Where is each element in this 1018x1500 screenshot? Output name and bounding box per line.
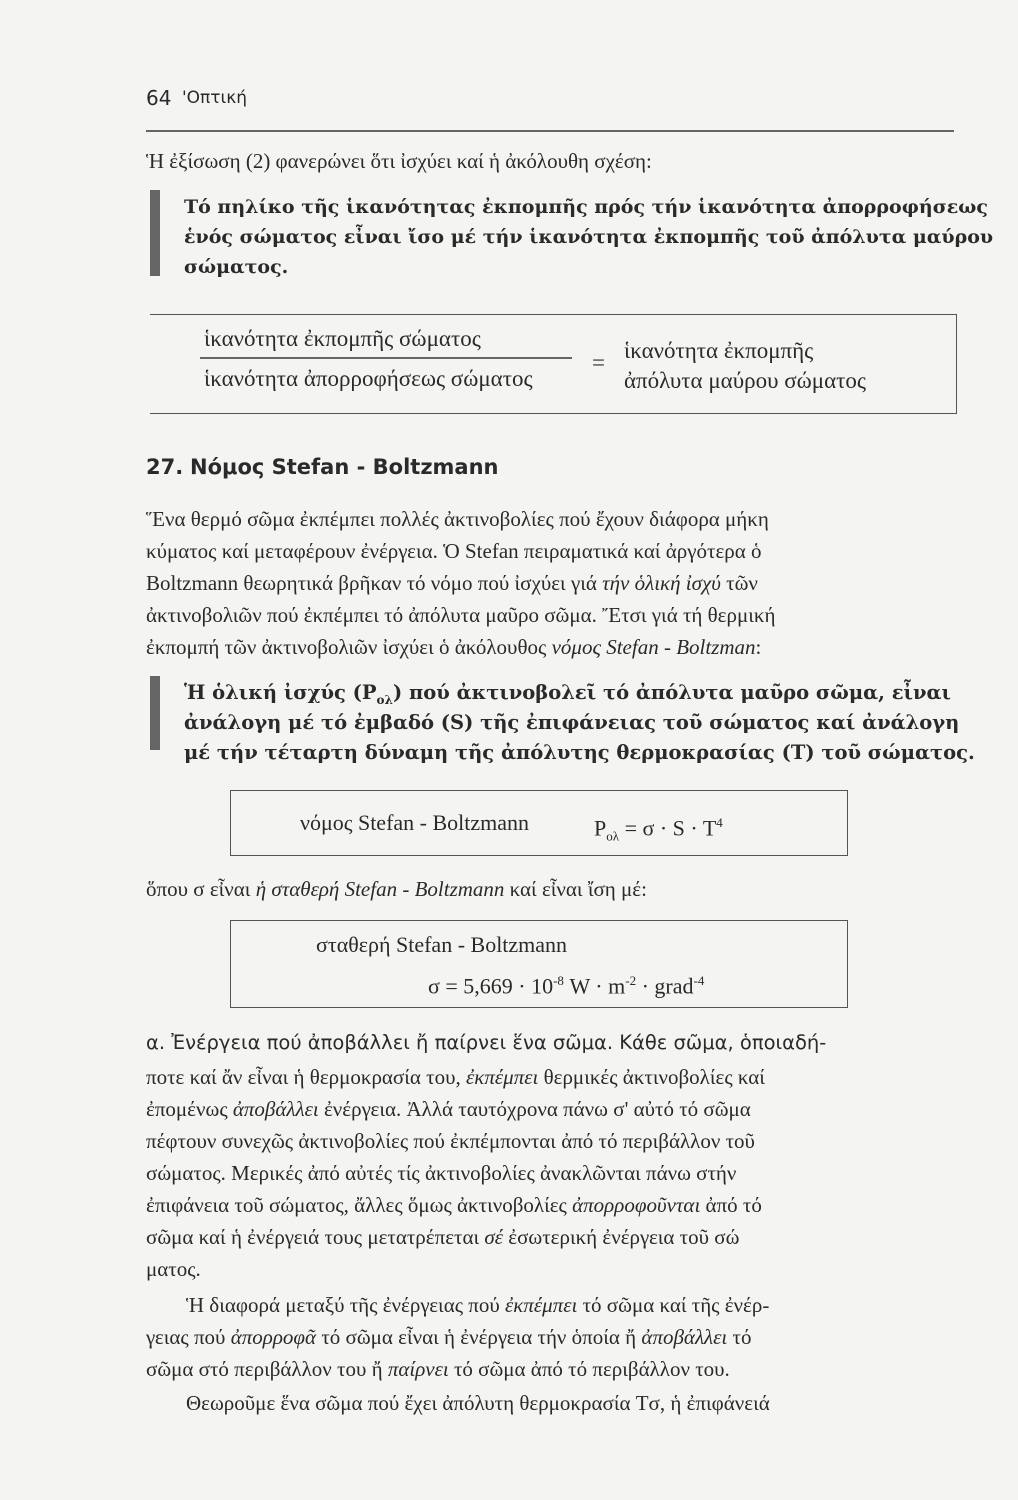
paragraph-line bbox=[146, 1094, 751, 1124]
subscript: ολ bbox=[606, 828, 620, 844]
text-run: ἐκπομπή τῶν ἀκτινοβολιῶν ἰσχύει ὁ ἀκόλουθος bbox=[146, 635, 547, 659]
paragraph-line: πέφτουν συνεχῶς ἀκτινοβολίες πού ἐκπέμπονται ἀπό τό περιβάλλον τοῦ bbox=[146, 1129, 755, 1153]
text-run: : bbox=[755, 635, 762, 659]
emphasis-text: παίρνει bbox=[387, 1357, 449, 1381]
text-run: ) πού ἀκτινοβολεῖ τό ἀπόλυτα μαῦρο σῶμα, εἶναι bbox=[392, 681, 951, 704]
emphasis-text: ἡ σταθερή Stefan - Boltzmann bbox=[255, 877, 505, 901]
rule-text: ἀνάλογη μέ τό ἐμβαδό (S) τῆς ἐπιφάνειας τοῦ σώματος καί ἀνάλογη bbox=[184, 711, 960, 734]
section-title: Νόμος Stefan - Boltzmann bbox=[190, 455, 499, 479]
text-run: γειας πού bbox=[146, 1325, 226, 1349]
rule-marker bbox=[150, 676, 160, 750]
text-run: ὅπου σ εἶναι bbox=[146, 877, 251, 901]
text-run: W · m bbox=[563, 973, 626, 999]
paragraph-line: Ἕνα θερμό σῶμα ἐκπέμπει πολλές ἀκτινοβολίες πού ἔχουν διάφορα μήκη bbox=[146, 507, 769, 531]
page-number: 64 bbox=[146, 86, 172, 110]
rule-text: ἑνός σώματος εἶναι ἴσο μέ τήν ἱκανότητα ἐκπομπῆς τοῦ ἀπόλυτα μαύρου bbox=[184, 226, 994, 248]
text-run: θερμικές ἀκτινοβολίες καί bbox=[543, 1065, 765, 1089]
paragraph-line: Θεωροῦμε ἕνα σῶμα πού ἔχει ἀπόλυτη θερμοκρασία Tσ, ἡ ἐπιφάνειά bbox=[186, 1391, 770, 1415]
intro-text: Ἡ ἐξίσωση (2) φανερώνει ὅτι ἰσχύει καί ἡ ἀκόλουθη σχέση: bbox=[146, 149, 652, 173]
formula-expression bbox=[428, 966, 704, 1001]
emphasis-text: ἀποβάλλει bbox=[641, 1325, 728, 1349]
symbol-p: P bbox=[594, 815, 607, 841]
text-run: τό σῶμα εἶναι ἡ ἐνέργεια τήν ὁποία ἤ bbox=[321, 1325, 637, 1349]
text-run: ἐσωτερική ἐνέργεια τοῦ σώ bbox=[508, 1225, 740, 1249]
paragraph-line bbox=[146, 568, 758, 598]
rule-text: Τό πηλίκο τῆς ἱκανότητας ἐκπομπῆς πρός τήν ἱκανότητα ἀπορροφήσεως bbox=[184, 196, 988, 218]
formula-label: νόμος Stefan - Boltzmann bbox=[300, 810, 530, 835]
paragraph-line bbox=[146, 1062, 765, 1092]
text-run: Ἡ διαφορά μεταξύ τῆς ἐνέργειας πού bbox=[186, 1293, 500, 1317]
text-run: τῶν bbox=[726, 571, 758, 595]
paragraph-line bbox=[146, 1190, 762, 1220]
text-run: τό bbox=[732, 1325, 752, 1349]
header-rule bbox=[146, 130, 954, 132]
rule-text: σώματος. bbox=[184, 256, 289, 278]
paragraph-line: σώματος. Μερικές ἀπό αὐτές τίς ἀκτινοβολίες ἀνακλῶνται πάνω στήν bbox=[146, 1161, 737, 1185]
subscript: ολ bbox=[376, 692, 393, 707]
text-run: ἐπομένως bbox=[146, 1097, 228, 1121]
emphasis-text: σέ bbox=[484, 1225, 503, 1249]
superscript: -2 bbox=[625, 973, 637, 988]
emphasis-text: ἀπορροφᾶ bbox=[230, 1325, 317, 1349]
text-run: Ἡ ὁλική ἰσχύς (P bbox=[184, 681, 377, 704]
text-run: ἐνέργεια. Ἀλλά ταυτόχρονα πάνω σ' αὐτό τό σῶμα bbox=[323, 1097, 751, 1121]
paragraph-line: κύματος καί μεταφέρουν ἐνέργεια. Ὁ Stefan πειραματικά καί ἀργότερα ὁ bbox=[146, 539, 762, 563]
text-run: τό σῶμα καί τῆς ἐνέρ- bbox=[582, 1293, 770, 1317]
paragraph-line bbox=[186, 1290, 769, 1320]
text-run: ἀπό τό bbox=[705, 1193, 762, 1217]
text-run: σῶμα στό περιβάλλον του ἤ bbox=[146, 1357, 383, 1381]
superscript: 4 bbox=[716, 815, 723, 830]
text-run: καί εἶναι ἴση μέ: bbox=[509, 877, 647, 901]
emphasis-text: ἐκπέμπει bbox=[466, 1065, 539, 1089]
paragraph-line bbox=[146, 632, 761, 662]
fraction-numerator: ἱκανότητα ἐκπομπῆς σώματος bbox=[204, 326, 481, 351]
text-run: ἐπιφάνεια τοῦ σώματος, ἄλλες ὅμως ἀκτινοβολίες bbox=[146, 1193, 567, 1217]
formula-expression bbox=[594, 808, 723, 852]
paragraph-line: α. Ἐνέργεια πού ἀποβάλλει ἤ παίρνει ἕνα σῶμα. Κάθε σῶμα, ὁποιαδή- bbox=[146, 1031, 827, 1054]
formula-label: σταθερή Stefan - Boltzmann bbox=[316, 932, 568, 957]
section-number: 27. bbox=[146, 455, 184, 479]
rule-marker bbox=[150, 190, 160, 276]
fraction-bar bbox=[200, 357, 572, 359]
text-run: Boltzmann θεωρητικά βρῆκαν τό νόμο πού ἰσχύει γιά bbox=[146, 571, 597, 595]
superscript: -8 bbox=[553, 973, 564, 988]
paragraph-line: ἀκτινοβολιῶν πού ἐκπέμπει τό ἀπόλυτα μαῦρο σῶμα. Ἔτσι γιά τή θερμική bbox=[146, 603, 776, 627]
emphasis-text: ἀποβάλλει bbox=[232, 1097, 319, 1121]
text-run: τό σῶμα ἀπό τό περιβάλλον του. bbox=[453, 1357, 730, 1381]
emphasis-text: νόμος Stefan - Boltzman bbox=[551, 635, 756, 659]
paragraph-line bbox=[146, 874, 647, 904]
fraction-denominator: ἱκανότητα ἀπορροφήσεως σώματος bbox=[204, 366, 533, 391]
fraction-denominator: ἀπόλυτα μαύρου σώματος bbox=[624, 368, 866, 393]
paragraph-line bbox=[146, 1354, 730, 1384]
text-run: σῶμα καί ἡ ἐνέργειά τους μετατρέπεται bbox=[146, 1225, 480, 1249]
fraction-numerator: ἱκανότητα ἐκπομπῆς bbox=[624, 338, 814, 363]
emphasis-text: ἀπορροφοῦνται bbox=[572, 1193, 701, 1217]
rule-text: μέ τήν τέταρτη δύναμη τῆς ἀπόλυτης θερμοκρασίας (T) τοῦ σώματος. bbox=[184, 741, 975, 764]
superscript: -4 bbox=[693, 973, 705, 988]
paragraph-line bbox=[146, 1322, 751, 1352]
text-run: = σ · S · T bbox=[624, 815, 717, 841]
text-run: σ = 5,669 · 10 bbox=[428, 973, 554, 999]
paragraph-line bbox=[146, 1222, 739, 1252]
running-header: 'Οπτική bbox=[182, 88, 248, 108]
emphasis-text: τήν ὁλική ἰσχύ bbox=[602, 571, 721, 595]
text-run: ποτε καί ἄν εἶναι ἡ θερμοκρασία του, bbox=[146, 1065, 461, 1089]
equals-sign: = bbox=[592, 350, 605, 375]
emphasis-text: ἐκπέμπει bbox=[505, 1293, 578, 1317]
text-run: · grad bbox=[636, 973, 694, 999]
paragraph-line: ματος. bbox=[146, 1257, 201, 1281]
